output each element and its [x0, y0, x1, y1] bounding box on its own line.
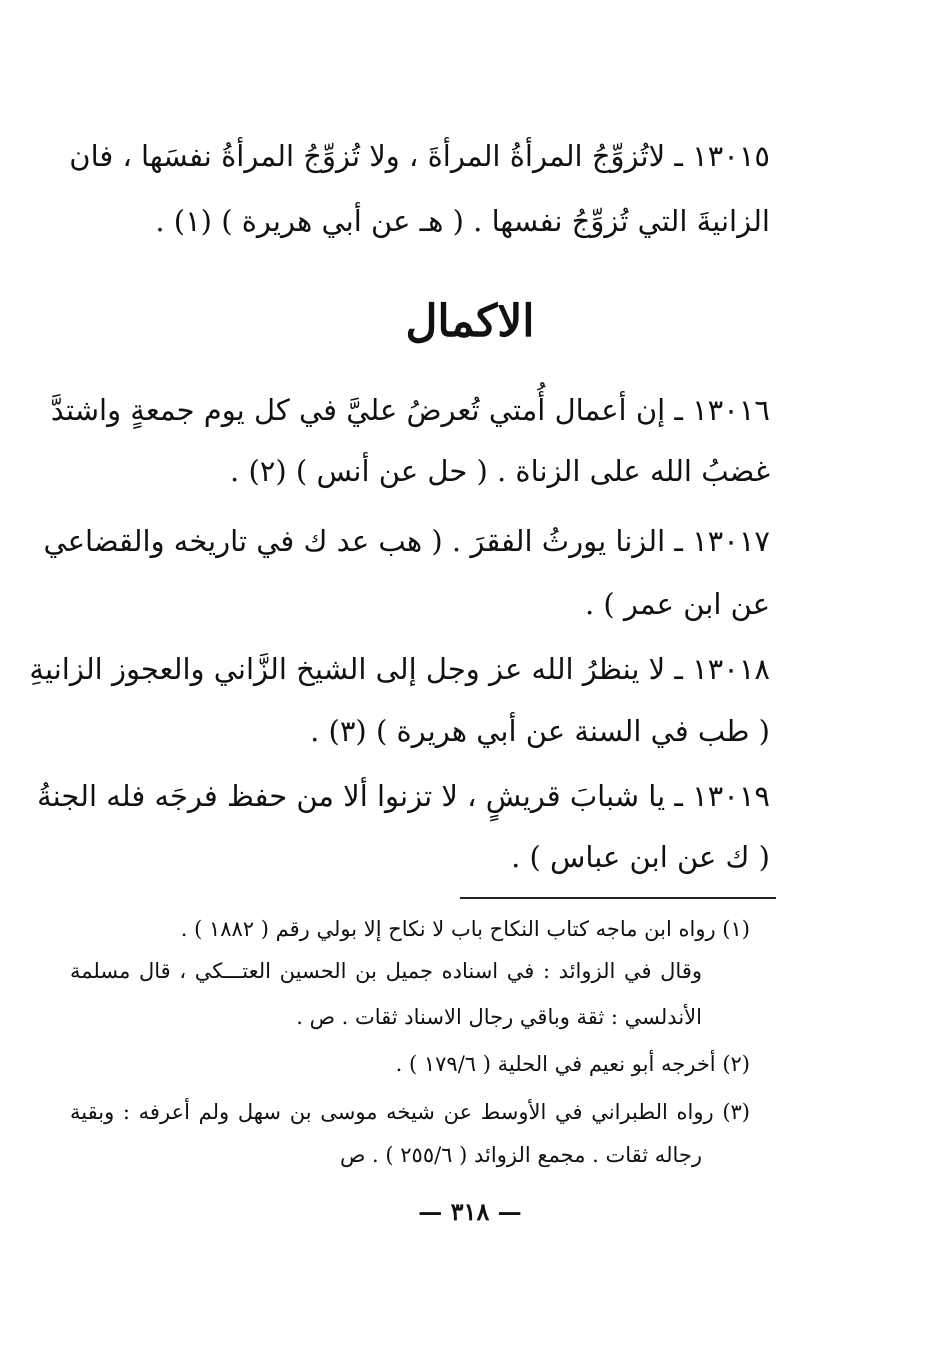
footnote-1-line-3: الأندلسي : ثقة وباقي رجال الاسناد ثقات . ص .: [296, 1005, 702, 1029]
hadith-13016-line-2: غضبُ الله على الزناة . ( حل عن أنس ) (٢) .: [230, 454, 770, 488]
footnote-separator: [460, 897, 776, 899]
footnote-1-line-1: (١) رواه ابن ماجه كتاب النكاح باب لا نكاح إلا بولي رقم ( ١٨٨٢ ) .: [180, 917, 750, 941]
footnote-1-line-2: وقال في الزوائد : في اسناده جميل بن الحسين العتـــكي ، قال مسلمة: [70, 959, 702, 983]
hadith-13017-line-1: ١٣٠١٧ ـ الزنا يورثُ الفقرَ . ( هب عد ك في تاريخه والقضاعي: [43, 524, 770, 558]
hadith-13015-line-1: ١٣٠١٥ ـ لاتُزوِّجُ المرأةُ المرأةَ ، ولا تُزوِّجُ المرأةُ نفسَها ، فان: [69, 139, 770, 173]
footnote-3-line-2: رجاله ثقات . مجمع الزوائد ( ٢٥٥/٦ ) . ص: [339, 1143, 702, 1167]
hadith-13015-line-2: الزانيةَ التي تُزوِّجُ نفسها . ( هـ عن أبي هريرة ) (١) .: [155, 204, 770, 238]
hadith-13018-line-2: ( طب في السنة عن أبي هريرة ) (٣) .: [310, 714, 770, 748]
hadith-13017-line-2: عن ابن عمر ) .: [584, 587, 770, 621]
hadith-13016-line-1: ١٣٠١٦ ـ إن أعمال أُمتي تُعرضُ عليَّ في كل يوم جمعةٍ واشتدَّ: [50, 393, 770, 427]
page-number: — ٣١٨ —: [418, 1197, 522, 1226]
footnote-3-line-1: (٣) رواه الطبراني في الأوسط عن شيخه موسى بن سهل ولم أعرفه : وبقية: [70, 1100, 750, 1124]
footnote-2: (٢) أخرجه أبو نعيم في الحلية ( ١٧٩/٦ ) .: [395, 1052, 750, 1076]
section-title: الاكمال: [405, 296, 535, 347]
hadith-13018-line-1: ١٣٠١٨ ـ لا ينظرُ الله عز وجل إلى الشيخ الزَّاني والعجوز الزانيةِ: [29, 652, 770, 686]
hadith-13019-line-2: ( ك عن ابن عباس ) .: [511, 840, 770, 874]
hadith-13019-line-1: ١٣٠١٩ ـ يا شبابَ قريشٍ ، لا تزنوا ألا من حفظ فرجَه فله الجنةُ: [37, 779, 770, 813]
